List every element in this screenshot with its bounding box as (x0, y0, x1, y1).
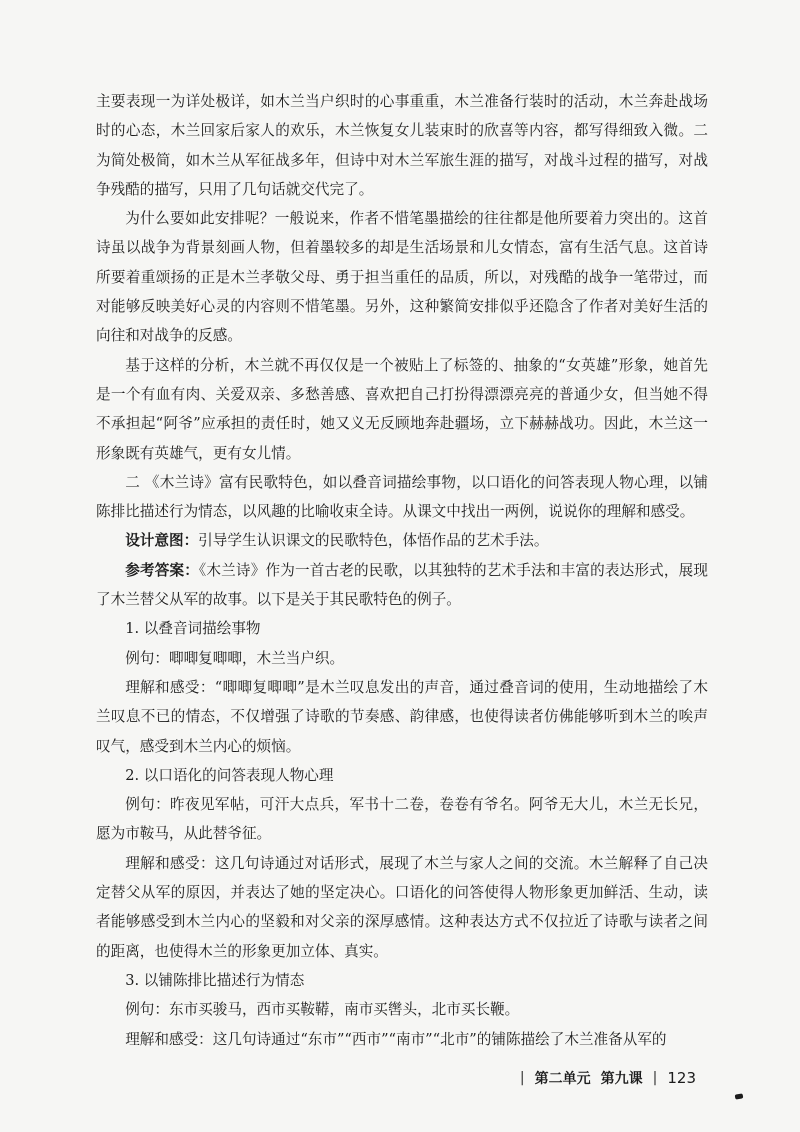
paragraph-text: 为什么要如此安排呢？一般说来，作者不惜笔墨描绘的往往都是他所要着力突出的。这首诗虽以战争为背景刻画人物，但着墨较多的却是生活场景和儿女情态，富有生活气息。这首诗所要着重颂扬的正是木兰孝敬父母、勇于担当重任的品质，所以，对残酷的战争一笔带过，而对能够反映美好心灵的内容则不惜笔墨。另外，这种繁简安排似乎还隐含了作者对美好生活的向往和对战争的反感。 (96, 210, 708, 345)
paragraph-p3 (96, 351, 708, 468)
paragraph-p6 (96, 556, 708, 615)
paragraph-p9 (96, 673, 708, 761)
page-number: 123 (667, 1069, 696, 1087)
paragraph-text: 《木兰诗》作为一首古老的民歌，以其独特的艺术手法和丰富的表达形式，展现了木兰替父从军的故事。以下是关于其民歌特色的例子。 (96, 561, 708, 609)
paragraph-text: 2. 以口语化的问答表现人物心理 (125, 766, 334, 784)
footer-lesson-title: 第九课 (600, 1071, 643, 1087)
paragraph-text: 理解和感受：这几句诗通过“东市”“西市”“南市”“北市”的铺陈描绘了木兰准备从军的 (125, 1030, 667, 1048)
page-body (96, 87, 708, 1054)
footer-separator-left: | (519, 1070, 525, 1086)
paragraph-text: 主要表现一为详处极详，如木兰当户织时的心事重重，木兰准备行装时的活动，木兰奔赴战场时的心态，木兰回家后家人的欢乐，木兰恢复女儿装束时的欣喜等内容，都写得细致入微。二为简处极简，如木兰从军征战多年，但诗中对木兰军旅生涯的描写，对战斗过程的描写，对战争残酷的描写，只用了几句话就交代完了。 (96, 93, 708, 198)
paragraph-text: 二 《木兰诗》富有民歌特色，如以叠音词描绘事物，以口语化的问答表现人物心理，以铺陈排比描述行为情态，以风趣的比喻收束全诗。从课文中找出一两例，说说你的理解和感受。 (96, 473, 708, 521)
paragraph-p12 (96, 849, 708, 966)
paragraph-label: 参考答案： (125, 561, 199, 579)
paragraph-p4 (96, 468, 708, 527)
paragraph-text: 1. 以叠音词描绘事物 (125, 620, 261, 638)
paragraph-label: 设计意图： (125, 532, 199, 550)
scan-mark-decoration (735, 1093, 744, 1099)
paragraph-text: 例句：唧唧复唧唧，木兰当户织。 (125, 649, 345, 667)
paragraph-p2 (96, 204, 708, 350)
paragraph-text: 例句：东市买骏马，西市买鞍鞯，南市买辔头，北市买长鞭。 (125, 1001, 520, 1019)
paragraph-p13 (96, 966, 708, 995)
paragraph-text: 理解和感受：这几句诗通过对话形式，展现了木兰与家人之间的交流。木兰解释了自己决定替父从军的原因，并表达了她的坚定决心。口语化的问答使得人物形象更加鲜活、生动，读者能够感受到木兰内心的坚毅和对父亲的深厚感情。这种表达方式不仅拉近了诗歌与读者之间的距离，也使得木兰的形象更加立体、真实。 (96, 854, 708, 960)
paragraph-p10 (96, 761, 708, 790)
paragraph-p15 (96, 1025, 708, 1054)
paragraph-p5 (96, 526, 708, 555)
paragraph-text: 例句：昨夜见军帖，可汗大点兵，军书十二卷，卷卷有爷名。阿爷无大儿，木兰无长兄，愿为市鞍马，从此替爷征。 (96, 796, 708, 843)
paragraph-text: 基于这样的分析，木兰就不再仅仅是一个被贴上了标签的、抽象的“女英雄”形象，她首先是一个有血有肉、关爱双亲、多愁善感、喜欢把自己打扮得漂漂亮亮的普通少女，但当她不得不承担起“阿爷”应承担的责任时，她又义无反顾地奔赴疆场，立下赫赫战功。因此，木兰这一形象既有英雄气，更有女儿情。 (96, 356, 708, 462)
footer-unit-title: 第二单元 (534, 1071, 591, 1087)
paragraph-text: 引导学生认识课文的民歌特色，体悟作品的艺术手法。 (198, 532, 549, 550)
page-footer (520, 1068, 696, 1088)
paragraph-text: 理解和感受：“唧唧复唧唧”是木兰叹息发出的声音，通过叠音词的使用，生动地描绘了木兰叹息不已的情态，不仅增强了诗歌的节奏感、韵律感，也使得读者仿佛能够听到木兰的唉声叹气，感受到木兰内心的烦恼。 (96, 678, 708, 755)
paragraph-p8 (96, 644, 708, 673)
paragraph-p11 (96, 790, 708, 849)
paragraph-p1 (96, 87, 708, 204)
paragraph-p7 (96, 614, 708, 643)
paragraph-text: 3. 以铺陈排比描述行为情态 (125, 971, 305, 989)
footer-separator-right: | (652, 1070, 658, 1086)
paragraph-p14 (96, 995, 708, 1024)
